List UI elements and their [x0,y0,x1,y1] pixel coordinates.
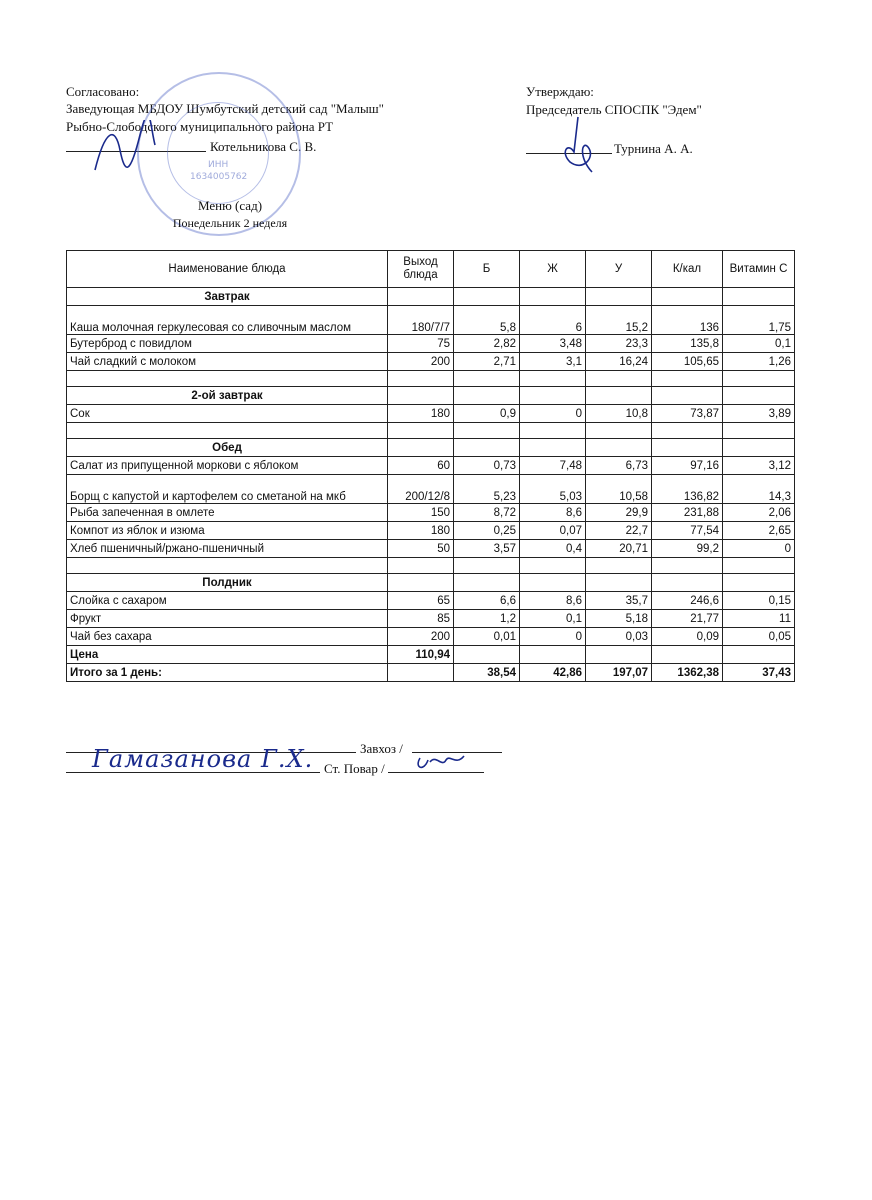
value-cell: 7,48 [520,457,586,475]
value-cell [652,288,723,306]
value-cell: 200 [388,353,454,371]
value-cell: 2,71 [454,353,520,371]
value-cell [586,288,652,306]
agreed-position: Заведующая МБДОУ Шумбутский детский сад "Малыш" [66,101,384,116]
dish-name-cell: Слойка с сахаром [67,592,388,610]
value-cell [723,288,795,306]
header-carbs: У [586,251,652,288]
storekeeper-label: Завхоз / [360,741,403,756]
table-row [67,475,795,504]
value-cell: 16,24 [586,353,652,371]
value-cell: 5,03 [520,475,586,504]
value-cell: 105,65 [652,353,723,371]
value-cell [520,558,586,574]
header-vitamin-c: Витамин С [723,251,795,288]
value-cell [454,387,520,405]
agreed-district: Рыбно-Слободского муниципального района РТ [66,119,334,134]
value-cell [586,423,652,439]
document-subtitle: Понедельник 2 неделя [172,216,288,230]
value-cell: 6,73 [586,457,652,475]
value-cell: 99,2 [652,540,723,558]
dish-name-cell: Чай сладкий с молоком [67,353,388,371]
value-cell: 8,6 [520,592,586,610]
value-cell: 200 [388,628,454,646]
dish-name-cell [67,371,388,387]
value-cell: 180 [388,522,454,540]
value-cell: 3,48 [520,335,586,353]
value-cell [723,387,795,405]
header-fat: Ж [520,251,586,288]
table-row [67,439,795,457]
value-cell: 0 [723,540,795,558]
value-cell: 0,73 [454,457,520,475]
value-cell [652,371,723,387]
value-cell [454,646,520,664]
value-cell [520,574,586,592]
value-cell: 0,1 [723,335,795,353]
dish-name-cell: Фрукт [67,610,388,628]
table-row [67,540,795,558]
agreed-signature-icon [90,120,160,180]
dish-name-cell: Хлеб пшеничный/ржано-пшеничный [67,540,388,558]
value-cell [586,371,652,387]
dish-name-cell: Каша молочная геркулесовая со сливочным маслом [67,306,388,335]
value-cell: 150 [388,504,454,522]
value-cell [723,574,795,592]
value-cell: 85 [388,610,454,628]
value-cell [652,558,723,574]
value-cell: 75 [388,335,454,353]
cook-signature-icon [412,748,472,778]
value-cell: 3,89 [723,405,795,423]
value-cell [454,423,520,439]
value-cell: 0,4 [520,540,586,558]
value-cell: 3,57 [454,540,520,558]
dish-name-cell: Салат из припущенной моркови с яблоком [67,457,388,475]
table-row [67,387,795,405]
value-cell [454,288,520,306]
value-cell: 136 [652,306,723,335]
agreed-name: Котельникова С. В. [210,139,317,154]
value-cell: 50 [388,540,454,558]
value-cell [520,646,586,664]
dish-name-cell: Цена [67,646,388,664]
dish-name-cell: Чай без сахара [67,628,388,646]
value-cell: 0,9 [454,405,520,423]
dish-name-cell: Бутерброд с повидлом [67,335,388,353]
value-cell [520,371,586,387]
value-cell: 5,8 [454,306,520,335]
value-cell: 136,82 [652,475,723,504]
value-cell: 197,07 [586,664,652,682]
value-cell [520,387,586,405]
dish-name-cell: Итого за 1 день: [67,664,388,682]
table-row [67,288,795,306]
value-cell: 37,43 [723,664,795,682]
table-row [67,405,795,423]
value-cell: 3,1 [520,353,586,371]
value-cell: 246,6 [652,592,723,610]
value-cell [388,288,454,306]
header-portion: Выход блюда [388,251,454,288]
value-cell: 22,7 [586,522,652,540]
value-cell: 0,03 [586,628,652,646]
value-cell: 8,72 [454,504,520,522]
value-cell: 10,8 [586,405,652,423]
value-cell [652,439,723,457]
table-row [67,423,795,439]
value-cell: 6 [520,306,586,335]
value-cell: 29,9 [586,504,652,522]
dish-name-cell: Завтрак [67,288,388,306]
table-row [67,646,795,664]
dish-name-cell: Борщ с капустой и картофелем со сметаной на мкб [67,475,388,504]
dish-name-cell [67,558,388,574]
stamp-inner-ring [167,102,269,204]
table-row [67,574,795,592]
value-cell: 23,3 [586,335,652,353]
value-cell [652,423,723,439]
value-cell [454,439,520,457]
dish-name-cell: 2-ой завтрак [67,387,388,405]
dish-name-cell: Компот из яблок и изюма [67,522,388,540]
value-cell [586,439,652,457]
value-cell [723,439,795,457]
table-row [67,558,795,574]
header-protein: Б [454,251,520,288]
value-cell: 73,87 [652,405,723,423]
header-dish-name: Наименование блюда [67,251,388,288]
value-cell: 0,15 [723,592,795,610]
value-cell: 14,3 [723,475,795,504]
table-row [67,522,795,540]
value-cell [520,288,586,306]
value-cell [586,646,652,664]
value-cell: 97,16 [652,457,723,475]
agreed-label: Согласовано: [66,84,140,99]
header-kcal: К/кал [652,251,723,288]
dish-name-cell: Полдник [67,574,388,592]
stamp-inn-number: 1634005762 [190,172,248,182]
value-cell [388,387,454,405]
table-row [67,353,795,371]
value-cell [652,387,723,405]
value-cell: 0,01 [454,628,520,646]
value-cell [454,371,520,387]
value-cell: 1,26 [723,353,795,371]
value-cell [723,423,795,439]
approve-position: Председатель СПОСПК "Эдем" [526,102,702,117]
value-cell: 2,06 [723,504,795,522]
table-row [67,306,795,335]
value-cell: 1,75 [723,306,795,335]
dish-name-cell: Обед [67,439,388,457]
table-row [67,628,795,646]
table-row [67,610,795,628]
value-cell: 60 [388,457,454,475]
document-title: Меню (сад) [197,198,263,213]
value-cell [723,558,795,574]
table-row [67,335,795,353]
cook-label: Ст. Повар / [324,761,385,776]
dish-name-cell [67,423,388,439]
value-cell: 0,09 [652,628,723,646]
value-cell [723,646,795,664]
value-cell [388,664,454,682]
value-cell: 0 [520,628,586,646]
table-row [67,592,795,610]
value-cell [586,574,652,592]
value-cell: 5,23 [454,475,520,504]
value-cell: 180/7/7 [388,306,454,335]
value-cell: 42,86 [520,664,586,682]
value-cell: 20,71 [586,540,652,558]
value-cell: 0,25 [454,522,520,540]
value-cell: 77,54 [652,522,723,540]
value-cell: 0 [520,405,586,423]
value-cell [388,371,454,387]
value-cell: 1,2 [454,610,520,628]
approve-label: Утверждаю: [526,84,594,99]
value-cell [586,558,652,574]
table-row [67,457,795,475]
value-cell [388,574,454,592]
table-row [67,504,795,522]
value-cell [520,439,586,457]
table-row [67,664,795,682]
value-cell: 0,05 [723,628,795,646]
value-cell: 35,7 [586,592,652,610]
value-cell [388,558,454,574]
value-cell [388,423,454,439]
value-cell: 180 [388,405,454,423]
table-header-row [67,251,795,288]
dish-name-cell: Рыба запеченная в омлете [67,504,388,522]
value-cell: 21,77 [652,610,723,628]
value-cell: 200/12/8 [388,475,454,504]
dish-name-cell: Сок [67,405,388,423]
value-cell: 6,6 [454,592,520,610]
value-cell [454,558,520,574]
value-cell [586,387,652,405]
value-cell: 0,07 [520,522,586,540]
value-cell: 0,1 [520,610,586,628]
value-cell [723,371,795,387]
cook-handwritten-name: Гамазанова Г.Х. [92,745,314,773]
table-row [67,371,795,387]
value-cell: 2,82 [454,335,520,353]
value-cell: 135,8 [652,335,723,353]
value-cell: 38,54 [454,664,520,682]
value-cell [388,439,454,457]
value-cell [454,574,520,592]
value-cell: 8,6 [520,504,586,522]
value-cell: 231,88 [652,504,723,522]
value-cell: 15,2 [586,306,652,335]
value-cell: 1362,38 [652,664,723,682]
stamp-inn-label: ИНН [208,160,229,170]
value-cell [652,646,723,664]
value-cell: 3,12 [723,457,795,475]
value-cell: 5,18 [586,610,652,628]
approve-signature-icon [548,112,608,182]
approve-name: Турнина А. А. [614,141,693,156]
value-cell [520,423,586,439]
value-cell: 65 [388,592,454,610]
value-cell: 110,94 [388,646,454,664]
value-cell [652,574,723,592]
menu-table [66,250,795,682]
value-cell: 2,65 [723,522,795,540]
value-cell: 11 [723,610,795,628]
value-cell: 10,58 [586,475,652,504]
